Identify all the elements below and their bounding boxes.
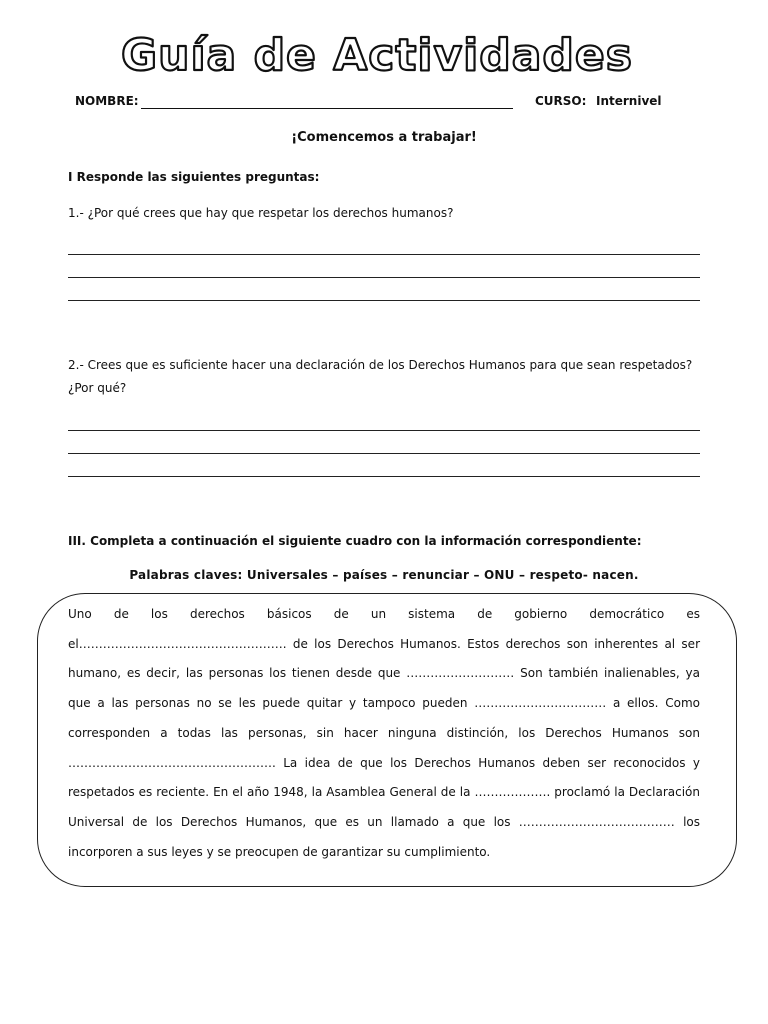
answer-line-1c[interactable] [68, 300, 700, 301]
curso-value: Internivel [596, 94, 662, 108]
blank-1[interactable]: ……………………………………………. [78, 636, 287, 651]
blank-2[interactable]: ……………………… [406, 666, 515, 681]
blank-3[interactable]: …………………………… [474, 696, 607, 711]
para-text-6: proclamó la Declaración Universal de los Derechos Humanos, que es un llamado a que los [68, 785, 700, 829]
subtitle: ¡Comencemos a trabajar! [291, 130, 477, 145]
nombre-field[interactable] [141, 108, 513, 109]
question-1: 1.- ¿Por qué crees que hay que respetar los derechos humanos? [68, 206, 454, 220]
section-3-heading: III. Completa a continuación el siguiente cuadro con la información correspondiente: [68, 534, 642, 548]
question-2: 2.- Crees que es suficiente hacer una declaración de los Derechos Humanos para que sean respetados? ¿Por qué? [68, 358, 693, 395]
blank-5[interactable]: ………………. [474, 785, 551, 800]
blank-4[interactable]: ……………………………………………. [68, 755, 276, 770]
answer-line-2a[interactable] [68, 430, 700, 431]
para-text-1: Uno de los derechos básicos de un sistema de gobierno democrático es el [68, 607, 700, 651]
para-text-4: a ellos. Como corresponden a todas las personas, sin hacer ninguna distinción, los Derechos Humanos son [68, 696, 700, 740]
para-text-2: de los Derechos Humanos. Estos derechos son inherentes al ser humano, es decir, las personas los tienen desde que [68, 636, 700, 681]
answer-line-2c[interactable] [68, 476, 700, 477]
nombre-label: NOMBRE: [75, 94, 139, 108]
blank-6[interactable]: ………………………………… [518, 814, 675, 829]
page-title [0, 24, 768, 84]
para-text-7: los incorporen a sus leyes y se preocupen de garantizar su cumplimiento. [68, 814, 700, 859]
curso-label: CURSO: [535, 94, 587, 108]
title-text: Guía de Actividades [121, 30, 633, 81]
para-text-5: La idea de que los Derechos Humanos deben ser reconocidos y respetados es reciente. En el año 1948, la Asamblea General de la [68, 755, 700, 800]
completion-paragraph [68, 600, 700, 867]
answer-line-2b[interactable] [68, 453, 700, 454]
answer-line-1b[interactable] [68, 277, 700, 278]
para-text-3: Son también inalienables, ya que a las personas no se les puede quitar y tampoco pueden [68, 666, 701, 711]
keywords-line: Palabras claves: Universales – países – renunciar – ONU – respeto- nacen. [129, 568, 639, 582]
answer-line-1a[interactable] [68, 254, 700, 255]
section-1-heading: I Responde las siguientes preguntas: [68, 170, 320, 184]
